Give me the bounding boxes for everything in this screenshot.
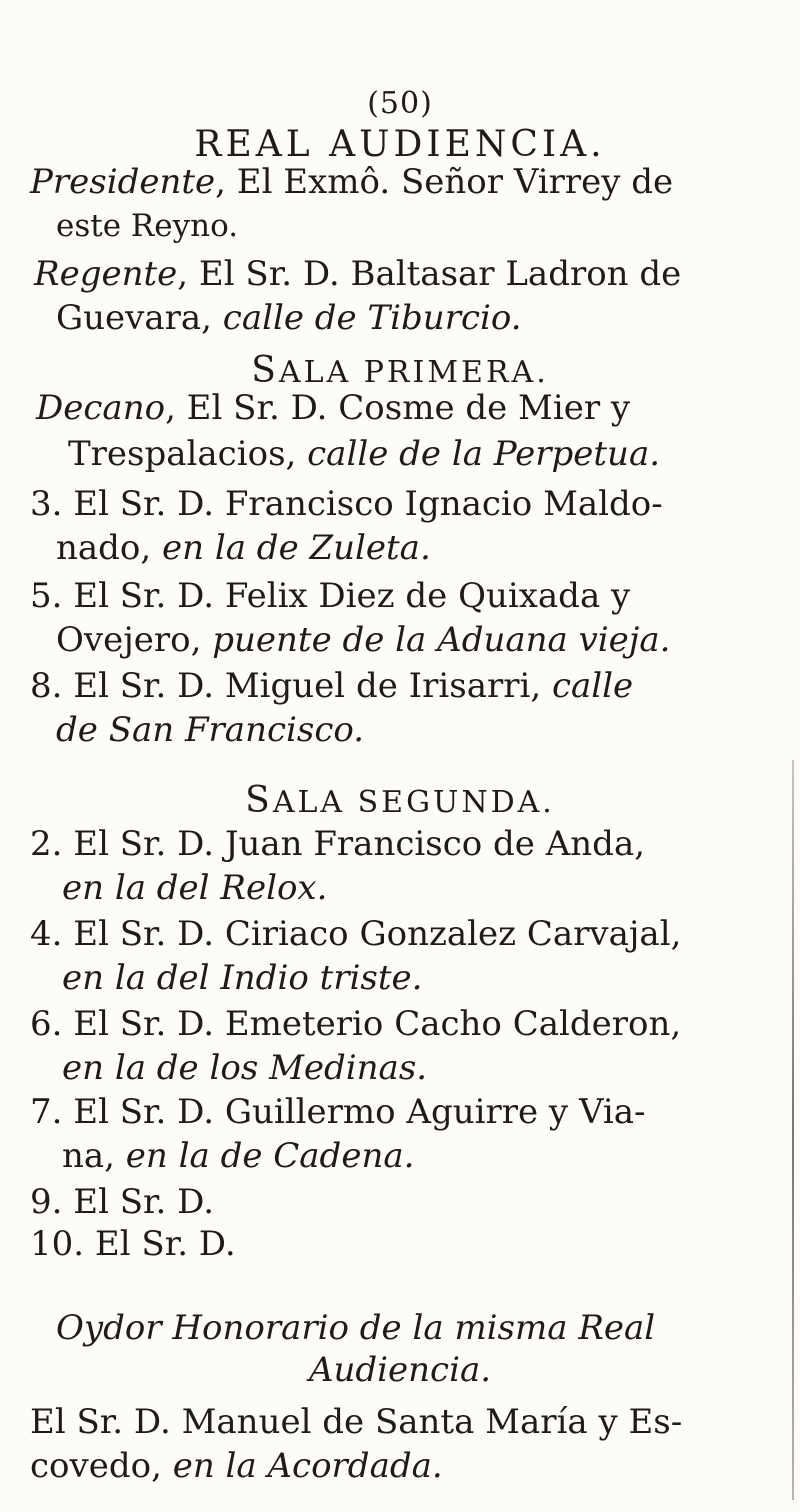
decano-text: , El Sr. D. Cosme de Mier y bbox=[165, 388, 631, 428]
regente-role: Regente bbox=[34, 254, 178, 294]
oydor-address: en la Acordada. bbox=[172, 1446, 443, 1486]
presidente-line bbox=[30, 160, 673, 204]
sala-segunda-entry: 10. El Sr. D. bbox=[30, 1224, 236, 1264]
sala-primera-entry: 5. El Sr. D. Felix Diez de Quixada y bbox=[30, 576, 631, 616]
decano-role: Decano bbox=[36, 388, 166, 428]
entry-address: en la de Cadena. bbox=[125, 1136, 415, 1176]
sala-segunda-entry: 4. El Sr. D. Ciriaco Gonzalez Carvajal, bbox=[30, 914, 682, 954]
entry-address: de San Francisco. bbox=[56, 710, 365, 750]
sala-primera-title-rest: ALA PRIMERA. bbox=[278, 355, 549, 390]
regente-text-2: Guevara, bbox=[56, 298, 223, 338]
decano-text-2: Trespalacios, bbox=[68, 434, 308, 474]
sala-primera-entry-cont bbox=[56, 618, 670, 662]
sala-segunda-title-rest: ALA SEGUNDA. bbox=[272, 785, 555, 820]
sala-primera-entry bbox=[30, 664, 633, 708]
regente-line-2 bbox=[56, 296, 522, 340]
sala-segunda-entry-address: en la de los Medinas. bbox=[62, 1048, 428, 1088]
sala-primera-title-cap: S bbox=[251, 350, 279, 391]
oydor-text-2: covedo, bbox=[30, 1446, 173, 1486]
entry-address-start: calle bbox=[551, 666, 634, 706]
sala-segunda-title-cap: S bbox=[245, 780, 273, 821]
entry-text: 8. El Sr. D. Miguel de Irisarri, bbox=[30, 666, 552, 706]
sala-primera-entry-cont bbox=[56, 708, 364, 752]
entry-address: puente de la Aduana vieja. bbox=[212, 620, 671, 660]
sala-segunda-entry-address: en la del Relox. bbox=[62, 868, 328, 908]
regente-text: , El Sr. D. Baltasar Ladron de bbox=[177, 254, 682, 294]
entry-cont-text: nado, bbox=[56, 528, 163, 568]
presidente-line-2: este Reyno. bbox=[56, 208, 239, 244]
sala-segunda-title bbox=[0, 780, 800, 821]
presidente-role: Presidente bbox=[30, 162, 216, 202]
sala-segunda-entry-address: en la del Indio triste. bbox=[62, 958, 423, 998]
sala-segunda-entry-cont bbox=[62, 1134, 414, 1178]
sala-primera-title bbox=[0, 350, 800, 391]
decano-line bbox=[36, 386, 630, 430]
sala-primera-entry-cont bbox=[56, 526, 431, 570]
regente-line bbox=[34, 252, 681, 296]
sala-segunda-entry: 9. El Sr. D. bbox=[30, 1182, 215, 1222]
page-heading: REAL AUDIENCIA. bbox=[194, 124, 606, 165]
sala-segunda-entry: 7. El Sr. D. Guillermo Aguirre y Via- bbox=[30, 1092, 646, 1132]
regente-address: calle de Tiburcio. bbox=[222, 298, 522, 338]
entry-cont-text: na, bbox=[62, 1136, 126, 1176]
sala-segunda-entry: 2. El Sr. D. Juan Francisco de Anda, bbox=[30, 824, 646, 864]
oydor-line-2 bbox=[30, 1444, 443, 1488]
oydor-title: Oydor Honorario de la misma Real bbox=[56, 1308, 656, 1348]
sala-segunda-entry: 6. El Sr. D. Emeterio Cacho Calderon, bbox=[30, 1004, 682, 1044]
oydor-title-2: Audiencia. bbox=[308, 1350, 492, 1390]
sala-primera-entry: 3. El Sr. D. Francisco Ignacio Maldo- bbox=[30, 484, 663, 524]
entry-cont-text: Ovejero, bbox=[56, 620, 213, 660]
entry-address: en la de Zuleta. bbox=[162, 528, 431, 568]
presidente-text: , El Exmô. Señor Virrey de bbox=[215, 162, 674, 202]
decano-line-2 bbox=[68, 432, 660, 476]
page-number: (50) bbox=[367, 86, 433, 121]
decano-address: calle de la Perpetua. bbox=[307, 434, 661, 474]
oydor-line: El Sr. D. Manuel de Santa María y Es- bbox=[30, 1402, 683, 1442]
